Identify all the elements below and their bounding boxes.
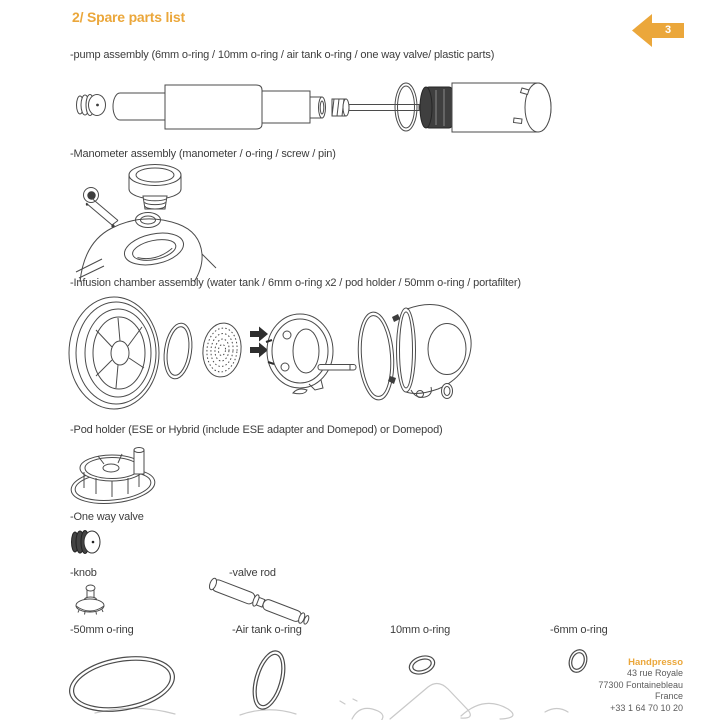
brand-name: Handpresso <box>628 657 683 668</box>
pump-assembly-drawing <box>70 74 565 146</box>
oring-air-tank-drawing <box>243 644 295 716</box>
valve-rod-drawing <box>205 574 320 626</box>
address-line: 77300 Fontainebleau <box>598 679 683 690</box>
one-way-valve-drawing <box>68 529 102 557</box>
pod-holder-label: -Pod holder (ESE or Hybrid (include ESE adapter and Domepod) or Domepod) <box>70 424 443 436</box>
oring-10mm-drawing <box>400 650 448 682</box>
oring-50mm-label: -50mm o-ring <box>70 624 134 636</box>
address-line: 43 rue Royale <box>626 668 683 679</box>
page-title: 2/ Spare parts list <box>72 9 185 25</box>
knob-drawing <box>70 583 112 617</box>
oring-air-tank-label: -Air tank o-ring <box>232 624 302 636</box>
address-line: France <box>654 691 683 702</box>
oring-6mm-label: -6mm o-ring <box>550 624 608 636</box>
page-number: 3 <box>664 24 672 36</box>
page-back-button[interactable] <box>632 14 684 47</box>
infusion-chamber-label: -Infusion chamber assembly (water tank / 6mm o-ring x2 / pod holder / 50mm o-ring / portafilter) <box>70 277 521 289</box>
pod-holder-drawing <box>68 438 163 508</box>
footer-address <box>523 657 683 714</box>
knob-label: -knob <box>70 567 97 579</box>
one-way-valve-label: -One way valve <box>70 511 144 523</box>
oring-50mm-drawing <box>62 648 187 720</box>
pump-assembly-label: -pump assembly (6mm o-ring / 10mm o-ring / air tank o-ring / one way valve/ plastic parts) <box>70 49 495 61</box>
manometer-assembly-label: -Manometer assembly (manometer / o-ring / screw / pin) <box>70 148 336 160</box>
oring-10mm-label: 10mm o-ring <box>390 624 451 636</box>
valve-rod-label: -valve rod <box>229 567 276 579</box>
infusion-chamber-drawing <box>66 294 474 416</box>
phone-number: +33 1 64 70 10 20 <box>610 702 683 713</box>
manometer-assembly-drawing <box>74 162 239 284</box>
